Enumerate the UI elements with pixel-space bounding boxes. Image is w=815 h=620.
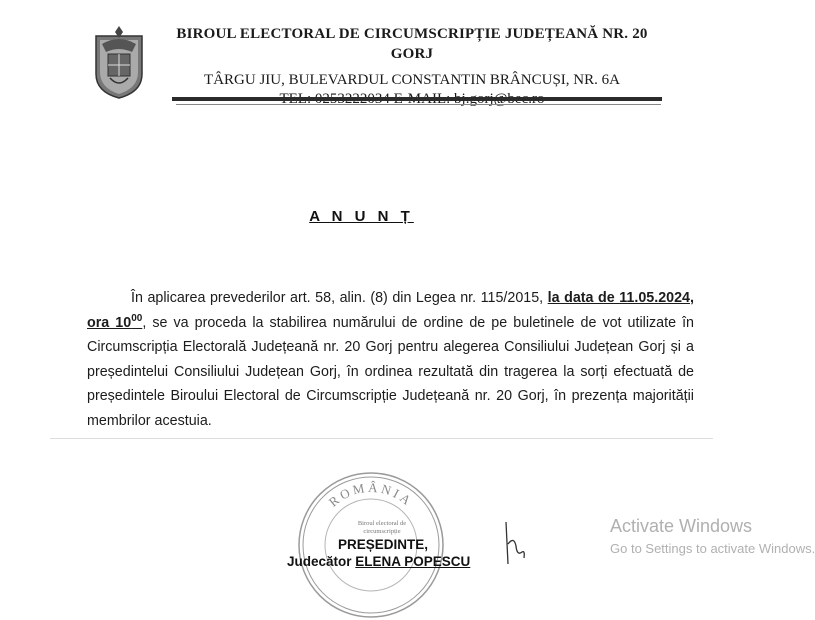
watermark-line-1: Activate Windows [610, 516, 753, 536]
handwritten-signature [498, 516, 528, 566]
signature-role: PREȘEDINTE, [338, 537, 429, 552]
signature-name: Judecător ELENA POPESCU [287, 554, 471, 569]
institution-title: BIROUL ELECTORAL DE CIRCUMSCRIPȚIE JUDEȚEANĂ NR. 20 GORJ [176, 26, 648, 62]
watermark-line-2: Go to Settings to activate Windows. [610, 541, 815, 556]
activate-windows-watermark [610, 516, 815, 556]
stamp-inner-text: Biroul electoral de circumscripție [357, 520, 407, 535]
institution-address: TÂRGU JIU, BULEVARDUL CONSTANTIN BRÂNCUȘI, NR. 6A [204, 72, 620, 88]
document-title: A N U N Ț [309, 208, 414, 225]
date-time-highlight: la data de 11.05.2024, ora $10^{00}$ [87, 290, 694, 331]
letterhead [172, 24, 652, 108]
announcement-paragraph [87, 286, 694, 433]
coat-of-arms-icon [92, 22, 146, 99]
stamp-text-top: ROMÂNIA [325, 479, 417, 510]
paragraph-end: , se va proceda la stabilirea numărului de ordine de pe buletinele de vot utilizate în Circumscripția Electorală Județeană nr. 20 Gorj pentru alegerea Consiliului Județean Gorj și a președintelui Consiliului Județean Gorj, în ordinea rezultată din tragerea la sorți efectuată de președintele Biroului Electoral de Circumscripție Județeană nr. 20 Gorj, în prezența majorității membrilor acestuia. [87, 314, 694, 429]
header-rule [172, 97, 662, 101]
header-rule-thin [176, 104, 661, 105]
paragraph-start: În aplicarea prevederilor art. 58, alin. (8) din Legea nr. 115/2015, [131, 290, 548, 306]
scan-artifact-line [50, 438, 713, 439]
